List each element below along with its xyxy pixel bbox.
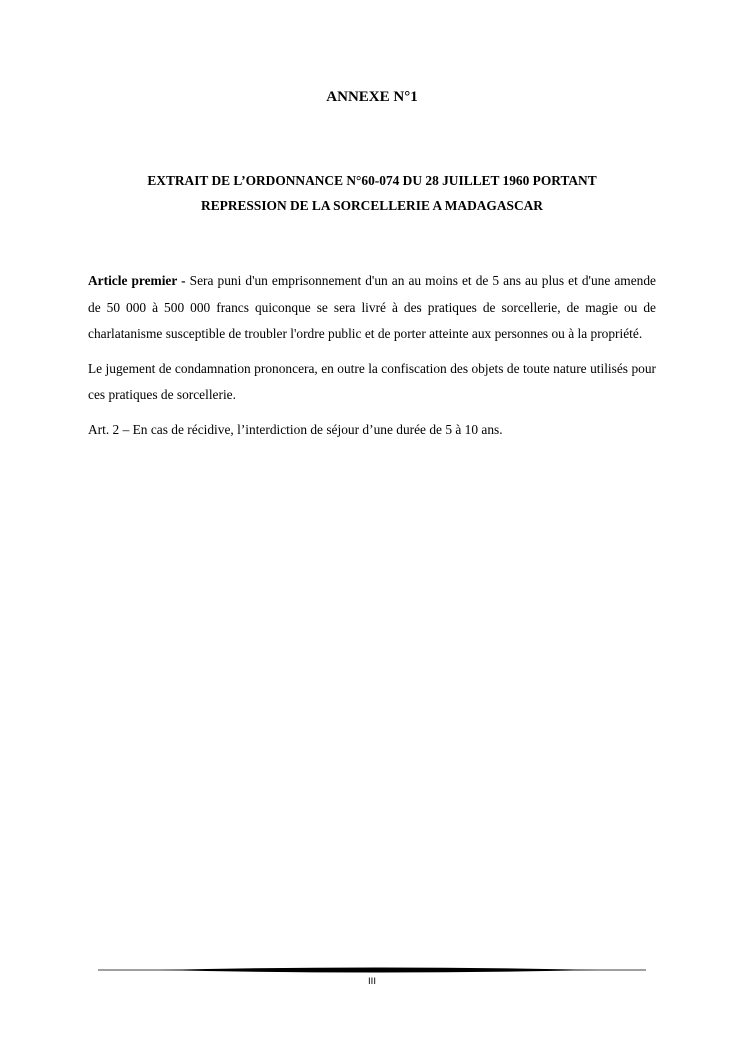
- article-premier-label: Article premier -: [88, 273, 186, 288]
- article-premier-paragraph: [88, 268, 656, 348]
- judgment-paragraph: Le jugement de condamnation prononcera, en outre la confiscation des objets de toute nature utilisés pour ces pratiques de sorcellerie.: [88, 360, 656, 402]
- annex-title-text: ANNEXE N°1: [326, 89, 418, 105]
- footer-rule: [98, 966, 646, 974]
- ordinance-title-line-2: REPRESSION DE LA SORCELLERIE A MADAGASCAR: [201, 198, 543, 213]
- article-2-paragraph: Art. 2 – En cas de récidive, l’interdiction de séjour d’une durée de 5 à 10 ans.: [88, 421, 503, 437]
- page-number: III: [368, 977, 376, 987]
- article-premier-text: Sera puni d'un emprisonnement d'un an au moins et de 5 ans au plus et d'une amende de 50 000 à 500 000 francs quiconque se sera livré à des pratiques de sorcellerie, de magie ou de charlatanisme susceptible de troubler l'ordre public et de porter atteinte aux personnes ou à la propriété.: [88, 273, 656, 341]
- document-body: [88, 268, 656, 451]
- ordinance-title: [88, 168, 656, 218]
- annex-title: [0, 89, 744, 106]
- ordinance-title-line-1: EXTRAIT DE L’ORDONNANCE N°60-074 DU 28 JUILLET 1960 PORTANT: [147, 173, 597, 188]
